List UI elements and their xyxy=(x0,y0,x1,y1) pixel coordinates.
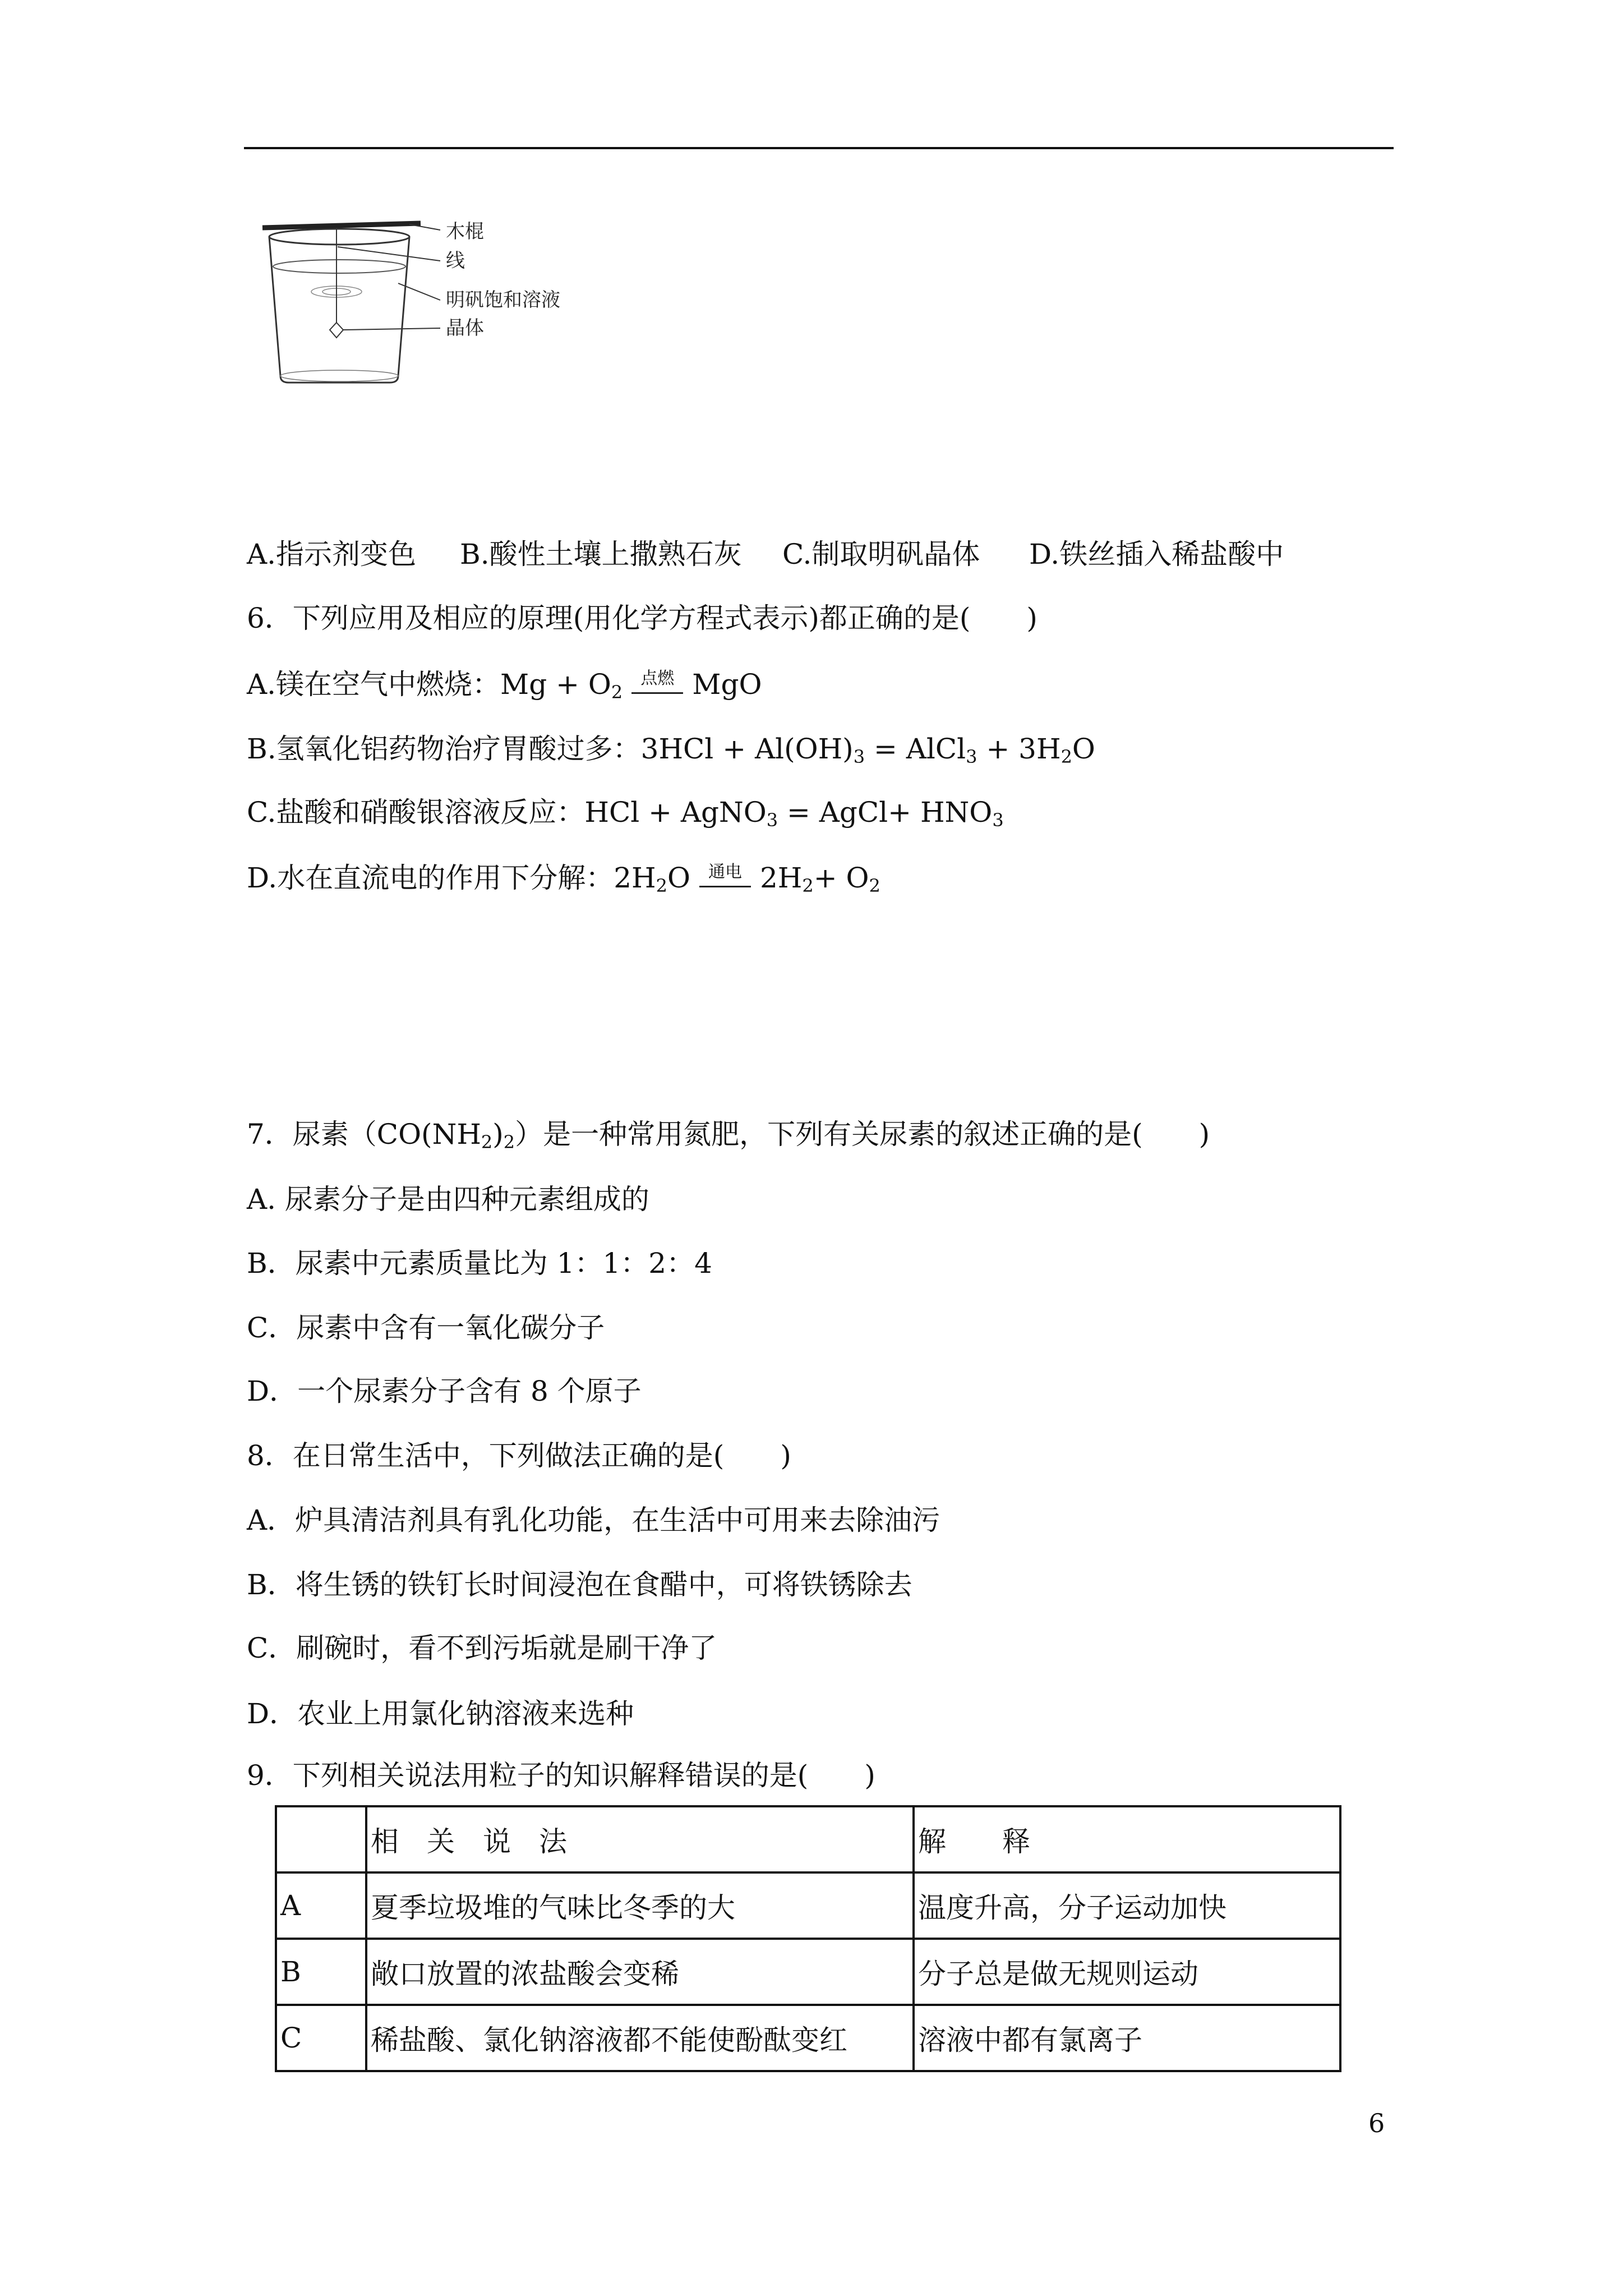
q9-table xyxy=(275,1805,1341,2072)
q6-option-d: D.水在直流电的作用下分解：$2H_2O$ 通电 $2H_2+ O_2$ xyxy=(247,862,880,896)
table-cell: 夏季垃圾堆的气味比冬季的大 xyxy=(366,1872,914,1939)
q8-stem: 8．在日常生活中，下列做法正确的是( ) xyxy=(247,1439,791,1472)
table-cell: 溶液中都有氯离子 xyxy=(914,2005,1340,2071)
table-row xyxy=(276,1872,1340,1939)
q5-option-d: D.铁丝插入稀盐酸中 xyxy=(1029,538,1284,570)
q5-option-c: C.制取明矾晶体 xyxy=(782,538,980,570)
label-stick: 木棍 xyxy=(446,220,484,243)
table-cell: 敞口放置的浓盐酸会变稀 xyxy=(366,1939,914,2005)
table-cell: B xyxy=(276,1939,366,2005)
q7-option-d: D．一个尿素分子含有 8 个原子 xyxy=(247,1375,642,1407)
q7-option-a: A. 尿素分子是由四种元素组成的 xyxy=(247,1183,649,1216)
reaction-condition: 通电 xyxy=(699,882,751,887)
q6-option-c: C.盐酸和硝酸银溶液反应：HCl + AgNO$_3$ = AgCl+ $HNO_3$ xyxy=(247,796,1004,831)
label-thread: 线 xyxy=(446,250,465,272)
table-cell xyxy=(276,1806,366,1872)
q8-option-b: B．将生锈的铁钉长时间浸泡在食醋中，可将铁锈除去 xyxy=(247,1568,912,1601)
q8-option-d: D．农业上用氯化钠溶液来选种 xyxy=(247,1697,634,1730)
header-rule xyxy=(244,147,1394,149)
beaker-crystal-figure xyxy=(247,208,606,393)
table-cell: 解 释 xyxy=(914,1806,1340,1872)
page-number: 6 xyxy=(1368,2108,1385,2138)
q6-option-b: B.氢氧化铝药物治疗胃酸过多：$3HCl + Al(OH)_3$ = AlCl$_3$ + $3H_2O$ xyxy=(247,733,1095,767)
table-cell: 稀盐酸、氯化钠溶液都不能使酚酞变红 xyxy=(366,2005,914,2071)
q5-option-a: A.指示剂变色 xyxy=(247,538,417,570)
table-row xyxy=(276,2005,1340,2071)
label-solution: 明矾饱和溶液 xyxy=(446,289,560,311)
q7-stem: 7．尿素$(CO(NH_2)_2)$是一种常用氮肥，下列有关尿素的叙述正确的是( ) xyxy=(247,1118,1210,1153)
q7-option-c: C．尿素中含有一氧化碳分子 xyxy=(247,1312,605,1344)
q7-option-b: B．尿素中元素质量比为 1：1：2：4 xyxy=(247,1247,712,1280)
q8-option-c: C．刷碗时，看不到污垢就是刷干净了 xyxy=(247,1632,717,1664)
table-cell: A xyxy=(276,1872,366,1939)
q9-stem: 9．下列相关说法用粒子的知识解释错误的是( ) xyxy=(247,1759,875,1792)
table-header-row xyxy=(276,1806,1340,1872)
q5-option-b: B.酸性土壤上撒熟石灰 xyxy=(460,538,742,570)
q8-option-a: A．炉具清洁剂具有乳化功能，在生活中可用来去除油污 xyxy=(247,1504,940,1536)
table-row xyxy=(276,1939,1340,2005)
reaction-condition: 点燃 xyxy=(631,689,683,694)
label-crystal: 晶体 xyxy=(446,317,484,339)
table-cell: C xyxy=(276,2005,366,2071)
q6-stem: 6．下列应用及相应的原理(用化学方程式表示)都正确的是( ) xyxy=(247,602,1038,634)
table-cell: 相 关 说 法 xyxy=(366,1806,914,1872)
q6-option-a: A.镁在空气中燃烧：$Mg + O_2$ 点燃 MgO xyxy=(247,668,762,703)
table-cell: 分子总是做无规则运动 xyxy=(914,1939,1340,2005)
table-cell: 温度升高，分子运动加快 xyxy=(914,1872,1340,1939)
